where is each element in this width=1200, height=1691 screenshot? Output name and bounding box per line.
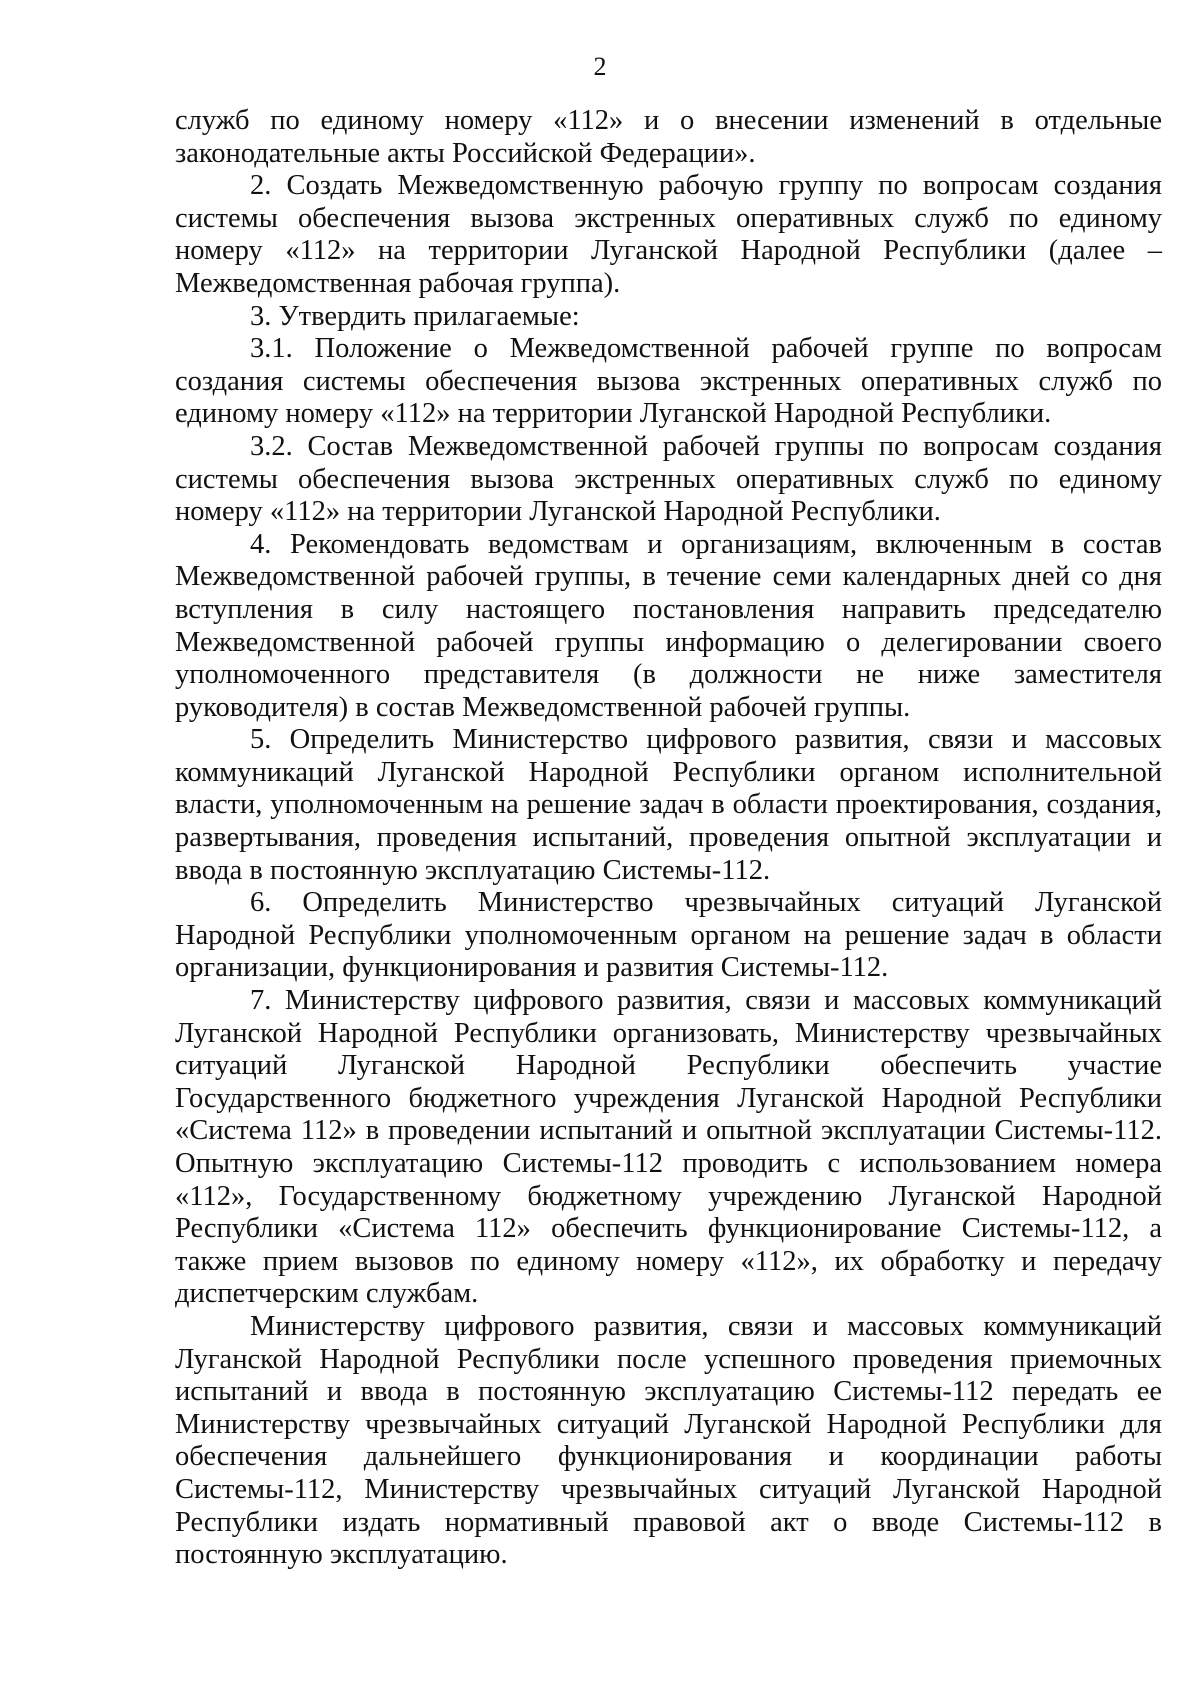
paragraph-item-7-continuation: Министерству цифрового развития, связи и массовых коммуникаций Луганской Народной Республики после успешного проведения приемочных испытаний и ввода в постоянную эксплуатацию Системы-112 передать ее Министерству чрезвычайных ситуаций Луганской Народной Республики для обеспечения дальнейшего функционирования и координации работы Системы-112, Министерству чрезвычайных ситуаций Луганской Народной Республики издать нормативный правовой акт о вводе Системы-112 в постоянную эксплуатацию. bbox=[175, 1310, 1162, 1571]
paragraph-item-2: 2. Создать Межведомственную рабочую группу по вопросам создания системы обеспечения вызова экстренных оперативных служб по единому номеру «112» на территории Луганской Народной Республики (далее – Межведомственная рабочая группа). bbox=[175, 170, 1162, 299]
document-body bbox=[175, 105, 1162, 1572]
paragraph-item-4: 4. Рекомендовать ведомствам и организациям, включенным в состав Межведомственной рабочей группы, в течение семи календарных дней со дня вступления в силу настоящего постановления направить председателю Межведомственной рабочей группы информацию о делегировании своего уполномоченного представителя (в должности не ниже заместителя руководителя) в состав Межведомственной рабочей группы. bbox=[175, 528, 1162, 723]
paragraph-item-6: 6. Определить Министерство чрезвычайных ситуаций Луганской Народной Республики уполномоченным органом на решение задач в области организации, функционирования и развития Системы-112. bbox=[175, 887, 1162, 984]
paragraph-item-5: 5. Определить Министерство цифрового развития, связи и массовых коммуникаций Луганской Народной Республики органом исполнительной власти, уполномоченным на решение задач в области проектирования, создания, развертывания, проведения испытаний, проведения опытной эксплуатации и ввода в постоянную эксплуатацию Системы-112. bbox=[175, 724, 1162, 886]
paragraph-item-3-2: 3.2. Состав Межведомственной рабочей группы по вопросам создания системы обеспечения вызова экстренных оперативных служб по единому номеру «112» на территории Луганской Народной Республики. bbox=[175, 430, 1162, 528]
paragraph-item-3-1: 3.1. Положение о Межведомственной рабочей группе по вопросам создания системы обеспечения вызова экстренных оперативных служб по единому номеру «112» на территории Луганской Народной Республики. bbox=[175, 333, 1162, 430]
page-number: 2 bbox=[593, 52, 607, 81]
paragraph-item-3: 3. Утвердить прилагаемые: bbox=[250, 300, 580, 332]
paragraph-continuation: служб по единому номеру «112» и о внесении изменений в отдельные законодательные акты Российской Федерации». bbox=[175, 105, 1162, 169]
paragraph-item-7: 7. Министерству цифрового развития, связи и массовых коммуникаций Луганской Народной Республики организовать, Министерству чрезвычайных ситуаций Луганской Народной Республики обеспечить участие Государственного бюджетного учреждения Луганской Народной Республики «Система 112» в проведении испытаний и опытной эксплуатации Системы-112. Опытную эксплуатацию Системы-112 проводить с использованием номера «112», Государственному бюджетному учреждению Луганской Народной Республики «Система 112» обеспечить функционирование Системы-112, а также прием вызовов по единому номеру «112», их обработку и передачу диспетчерским службам. bbox=[175, 985, 1162, 1310]
